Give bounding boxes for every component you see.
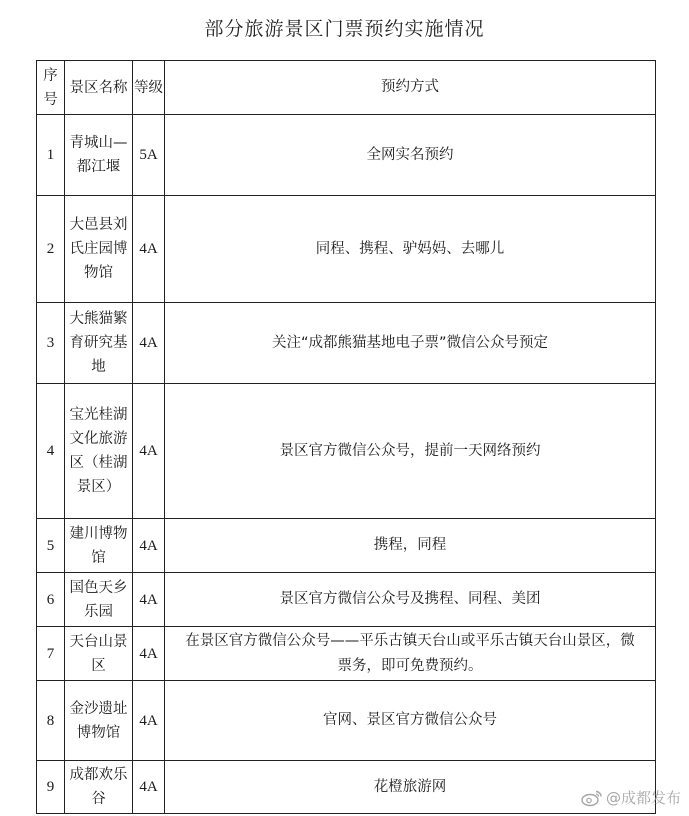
- row-no: 5: [37, 519, 65, 573]
- row-no: 2: [37, 196, 65, 303]
- table-row: [37, 761, 656, 814]
- row-method: 花橙旅游网: [165, 761, 656, 814]
- row-no: 7: [37, 627, 65, 681]
- table-header-row: [37, 61, 656, 115]
- header-method: 预约方式: [165, 61, 656, 115]
- row-name: 天台山景区: [65, 627, 133, 681]
- row-method: 同程、携程、驴妈妈、去哪儿: [165, 196, 656, 303]
- row-no: 6: [37, 573, 65, 627]
- header-grade: 等级: [133, 61, 165, 115]
- row-name: 金沙遗址博物馆: [65, 681, 133, 761]
- row-name: 成都欢乐谷: [65, 761, 133, 814]
- row-name: 国色天乡乐园: [65, 573, 133, 627]
- row-grade: 4A: [133, 681, 165, 761]
- row-method: 景区官方微信公众号及携程、同程、美团: [165, 573, 656, 627]
- row-name: 建川博物馆: [65, 519, 133, 573]
- table-row: [37, 115, 656, 196]
- header-no: 序号: [37, 61, 65, 115]
- weibo-watermark: [581, 787, 681, 808]
- row-no: 9: [37, 761, 65, 814]
- row-grade: 4A: [133, 573, 165, 627]
- table-row: [37, 303, 656, 384]
- row-method: 官网、景区官方微信公众号: [165, 681, 656, 761]
- row-grade: 5A: [133, 115, 165, 196]
- row-method: 在景区官方微信公众号——平乐古镇天台山或平乐古镇天台山景区，微票务，即可免费预约。: [165, 627, 656, 681]
- weibo-icon: [581, 789, 603, 807]
- row-name: 宝光桂湖文化旅游区（桂湖景区）: [65, 384, 133, 519]
- row-no: 1: [37, 115, 65, 196]
- row-name: 大邑县刘氏庄园博物馆: [65, 196, 133, 303]
- row-name: 青城山—都江堰: [65, 115, 133, 196]
- row-no: 3: [37, 303, 65, 384]
- row-method: 全网实名预约: [165, 115, 656, 196]
- row-grade: 4A: [133, 384, 165, 519]
- table-row: [37, 681, 656, 761]
- row-method: 携程，同程: [165, 519, 656, 573]
- watermark-text: @成都发布: [605, 789, 681, 807]
- table-row: [37, 627, 656, 681]
- row-no: 4: [37, 384, 65, 519]
- table-row: [37, 573, 656, 627]
- row-name: 大熊猫繁育研究基地: [65, 303, 133, 384]
- row-grade: 4A: [133, 627, 165, 681]
- row-method: 关注“成都熊猫基地电子票”微信公众号预定: [165, 303, 656, 384]
- page-title: 部分旅游景区门票预约实施情况: [204, 18, 485, 40]
- row-grade: 4A: [133, 761, 165, 814]
- row-grade: 4A: [133, 519, 165, 573]
- table-row: [37, 519, 656, 573]
- row-no: 8: [37, 681, 65, 761]
- row-method: 景区官方微信公众号，提前一天网络预约: [165, 384, 656, 519]
- reservation-table: [36, 60, 656, 814]
- table-row: [37, 384, 656, 519]
- table-row: [37, 196, 656, 303]
- row-grade: 4A: [133, 196, 165, 303]
- row-grade: 4A: [133, 303, 165, 384]
- header-name: 景区名称: [65, 61, 133, 115]
